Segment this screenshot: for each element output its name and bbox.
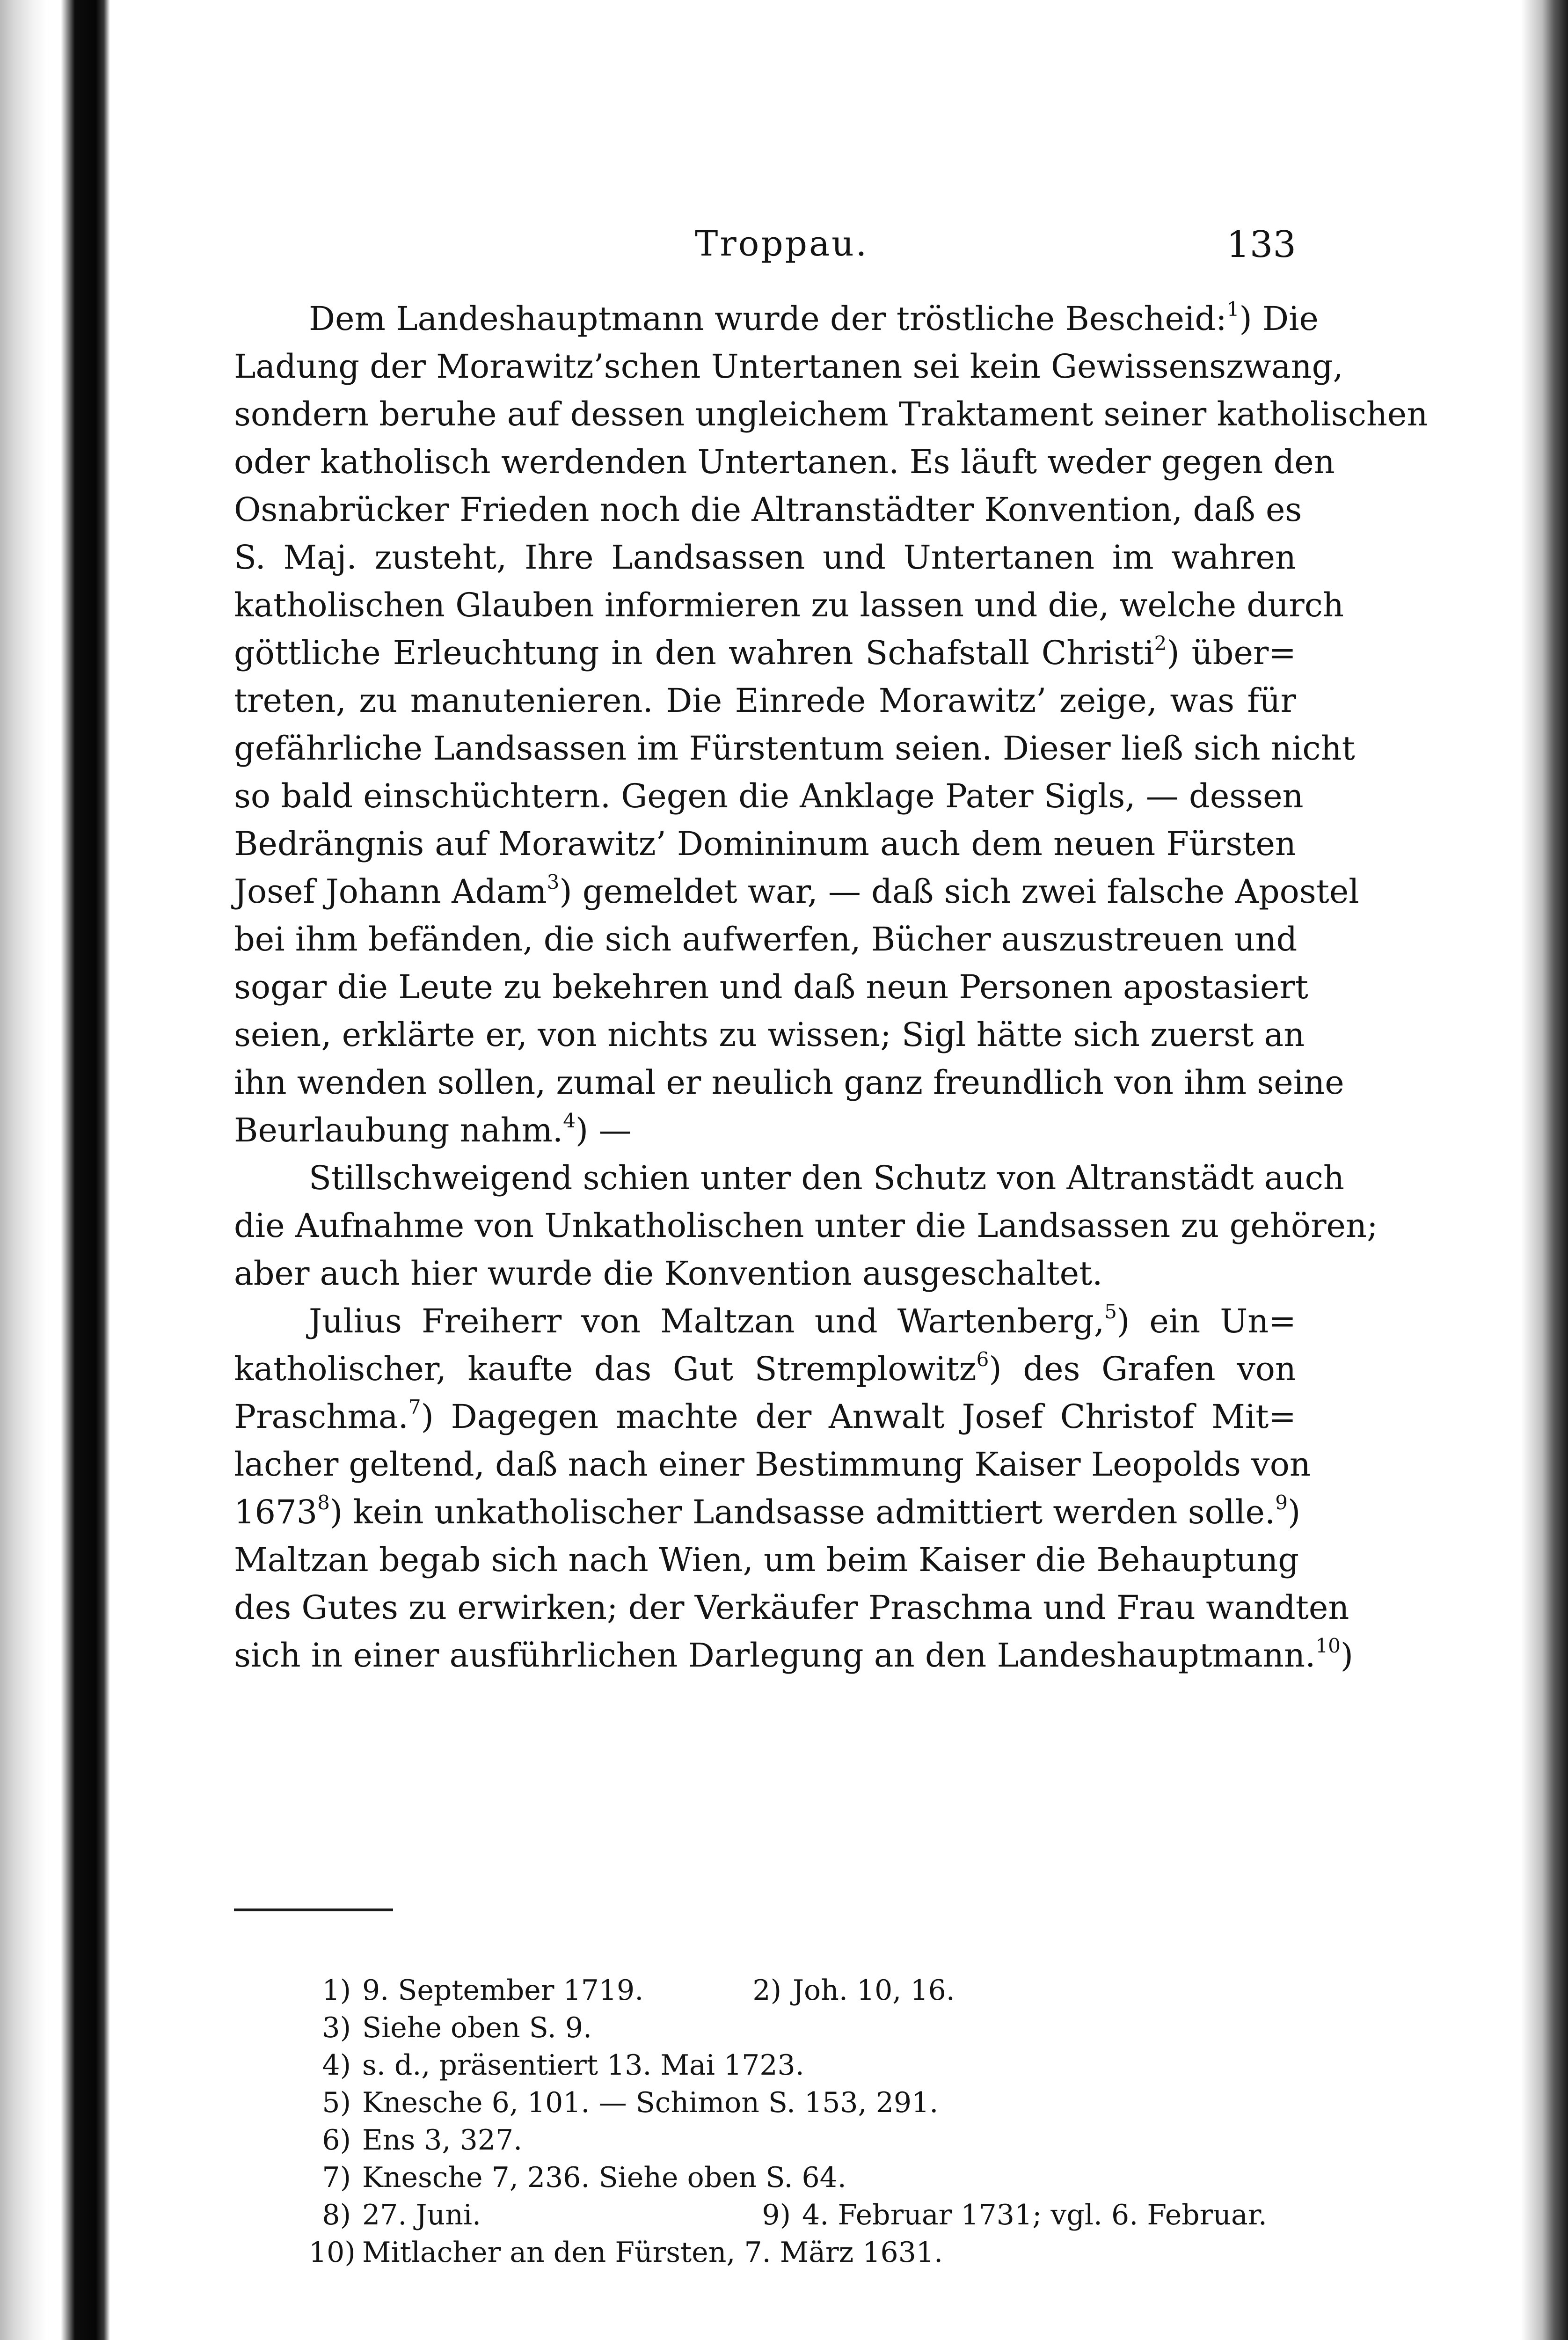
footnote-text: 4. Februar 1731; vgl. 6. Februar.: [802, 2199, 1267, 2231]
footnote: [309, 2121, 522, 2159]
footnote-reference: 9: [1275, 1491, 1288, 1514]
text-line: [234, 868, 1359, 915]
line-text: gefährliche Landsassen im Fürstentum seien. Dieser ließ sich nicht: [234, 729, 1355, 768]
line-text: ) —: [575, 1111, 632, 1149]
line-text: ) über=: [1167, 634, 1296, 672]
book-gutter: [0, 0, 110, 2340]
footnote: [309, 1972, 643, 2009]
text-line: [234, 390, 1428, 438]
footnote-reference: 8: [317, 1491, 330, 1514]
footnote-mark: 4): [322, 2049, 351, 2082]
text-line: [234, 1059, 1344, 1106]
line-text: aber auch hier wurde die Konvention ausgeschaltet.: [234, 1254, 1103, 1293]
text-line: [234, 1441, 1311, 1488]
text-line: [234, 1536, 1299, 1584]
line-text: Osnabrücker Frieden noch die Altranstädter Konvention, daß es: [234, 490, 1302, 529]
line-text: bei ihm befänden, die sich aufwerfen, Bücher auszustreuen und: [234, 920, 1298, 958]
text-line: [234, 1202, 1378, 1250]
text-line: [234, 1011, 1305, 1059]
line-text: Bedrängnis auf Morawitz’ Domininum auch dem neuen Fürsten: [234, 825, 1296, 863]
footnote-mark: 8): [322, 2199, 351, 2231]
footnote-mark: 6): [322, 2124, 351, 2157]
footnote-reference: 7: [408, 1395, 421, 1419]
line-text: sich in einer ausführlichen Darlegung an den Landeshauptmann.: [234, 1636, 1316, 1675]
footnote-row: [309, 1972, 1296, 2009]
text-line: [234, 534, 1296, 581]
page-edge-shadow: [1521, 0, 1568, 2340]
text-line: [234, 1297, 1296, 1345]
footnote-text: Siehe oben S. 9.: [362, 2011, 592, 2044]
footnote-text: 9. September 1719.: [362, 1974, 644, 2007]
footnote-row: [309, 2159, 1296, 2196]
line-text: des Gutes zu erwirken; der Verkäufer Praschma und Frau wandten: [234, 1588, 1349, 1627]
line-text: ) des Grafen von: [989, 1350, 1296, 1388]
line-text: ) ein Un=: [1116, 1302, 1297, 1340]
footnote-text: Joh. 10, 16.: [793, 1974, 955, 2007]
footnote-text: s. d., präsentiert 13. Mai 1723.: [362, 2049, 804, 2082]
footnote-reference: 3: [547, 870, 560, 893]
body-text: [234, 295, 1428, 1679]
footnote-mark: 5): [322, 2086, 351, 2119]
footnote-row: [309, 2234, 1296, 2271]
line-text: ) Dagegen machte der Anwalt Josef Christof Mit=: [421, 1397, 1296, 1436]
footnote-mark: 7): [322, 2161, 351, 2194]
line-text: ) Die: [1239, 300, 1319, 338]
line-text: ) gemeldet war, — daß sich zwei falsche Apostel: [559, 872, 1359, 911]
text-line: [234, 1488, 1301, 1536]
text-line: [234, 1584, 1349, 1631]
footnote-mark: 1): [322, 1974, 351, 2007]
footnote-row: [309, 2121, 1296, 2159]
line-text: ) kein unkatholischer Landsasse admittiert werden solle.: [329, 1493, 1276, 1531]
text-line: [234, 1393, 1296, 1441]
text-line: [234, 915, 1296, 963]
footnote-mark: 2): [752, 1974, 781, 2007]
running-title: Troppau.: [695, 224, 869, 264]
text-line: [234, 581, 1344, 629]
line-text: Stillschweigend schien unter den Schutz von Altranstädt auch: [309, 1159, 1344, 1197]
footnote: [758, 2196, 1267, 2234]
footnote: [309, 2196, 481, 2234]
line-text: göttliche Erleuchtung in den wahren Schafstall Christi: [234, 634, 1154, 672]
line-text: katholischer, kaufte das Gut Stremplowitz: [234, 1350, 977, 1388]
footnote-text: Ens 3, 327.: [362, 2124, 523, 2157]
line-text: Josef Johann Adam: [234, 872, 547, 911]
text-line: [234, 1345, 1296, 1393]
text-line: [234, 1154, 1344, 1202]
footnote: [309, 2159, 846, 2196]
line-text: treten, zu manutenieren. Die Einrede Morawitz’ zeige, was für: [234, 681, 1296, 720]
text-line: [234, 724, 1355, 772]
footnote-text: Knesche 6, 101. — Schimon S. 153, 291.: [362, 2086, 939, 2119]
line-text: so bald einschüchtern. Gegen die Anklage Pater Sigls, — dessen: [234, 777, 1304, 815]
text-line: [234, 438, 1335, 486]
footnote-row: [309, 2009, 1296, 2047]
line-text: Ladung der Morawitz’schen Untertanen sei kein Gewissenszwang,: [234, 347, 1343, 386]
text-line: [234, 820, 1296, 868]
line-text: Maltzan begab sich nach Wien, um beim Kaiser die Behauptung: [234, 1541, 1299, 1579]
footnote-mark: 10): [309, 2236, 356, 2269]
page-number: 133: [1226, 224, 1296, 266]
line-text: oder katholisch werdenden Untertanen. Es läuft weder gegen den: [234, 443, 1335, 481]
text-line: [234, 772, 1304, 820]
footnote-text: Mitlacher an den Fürsten, 7. März 1631.: [362, 2236, 943, 2269]
text-line: [234, 677, 1296, 724]
paragraph: [234, 1154, 1378, 1297]
footnote: [309, 2234, 943, 2271]
footnote-text: 27. Juni.: [362, 2199, 481, 2231]
footnote: [749, 1972, 955, 2009]
line-text: Julius Freiherr von Maltzan und Wartenberg,: [309, 1302, 1105, 1340]
paragraph: [234, 295, 1428, 1154]
footnote-mark: 3): [322, 2011, 351, 2044]
text-line: [234, 295, 1319, 343]
text-line: [234, 1250, 1296, 1297]
footnote: [309, 2009, 592, 2047]
line-text: katholischen Glauben informieren zu lassen und die, welche durch: [234, 586, 1344, 624]
line-text: Praschma.: [234, 1397, 408, 1436]
text-line: [234, 1631, 1354, 1679]
line-text: Beurlaubung nahm.: [234, 1111, 563, 1149]
footnote-reference: 1: [1226, 297, 1240, 321]
book-page: [234, 224, 1428, 2292]
text-line: [234, 629, 1296, 677]
footnote-text: Knesche 7, 236. Siehe oben S. 64.: [362, 2161, 846, 2194]
footnote: [309, 2084, 938, 2121]
footnote-row: [309, 2047, 1296, 2084]
line-text: lacher geltend, daß nach einer Bestimmung Kaiser Leopolds von: [234, 1445, 1311, 1484]
footnote-mark: 9): [762, 2199, 791, 2231]
paragraph: [234, 1297, 1354, 1679]
text-line: [234, 486, 1302, 534]
line-text: sogar die Leute zu bekehren und daß neun Personen apostasiert: [234, 968, 1308, 1006]
line-text: S. Maj. zusteht, Ihre Landsassen und Untertanen im wahren: [234, 538, 1296, 577]
line-text: sondern beruhe auf dessen ungleichem Traktament seiner katholischen: [234, 395, 1428, 433]
footnote-reference: 6: [976, 1347, 989, 1371]
text-line: [234, 963, 1308, 1011]
line-text: ): [1287, 1493, 1301, 1531]
running-head: [234, 224, 1296, 266]
line-text: ihn wenden sollen, zumal er neulich ganz freundlich von ihm seine: [234, 1063, 1344, 1102]
line-text: Dem Landeshauptmann wurde der tröstliche Bescheid:: [309, 300, 1227, 338]
line-text: die Aufnahme von Unkatholischen unter die Landsassen zu gehören;: [234, 1207, 1378, 1245]
footnote-reference: 10: [1315, 1634, 1341, 1657]
line-text: ): [1340, 1636, 1354, 1675]
footnote: [309, 2047, 804, 2084]
footnote-row: [309, 2196, 1296, 2234]
line-text: 1673: [234, 1493, 318, 1531]
footnote-reference: 5: [1104, 1300, 1117, 1323]
footnotes: [309, 1972, 1296, 2271]
footnote-reference: 4: [563, 1109, 576, 1132]
footnote-row: [309, 2084, 1296, 2121]
footnote-reference: 2: [1154, 631, 1167, 655]
text-line: [234, 1106, 1296, 1154]
footnote-rule: [234, 1909, 393, 1911]
line-text: seien, erklärte er, von nichts zu wissen; Sigl hätte sich zuerst an: [234, 1016, 1305, 1054]
text-line: [234, 343, 1343, 390]
